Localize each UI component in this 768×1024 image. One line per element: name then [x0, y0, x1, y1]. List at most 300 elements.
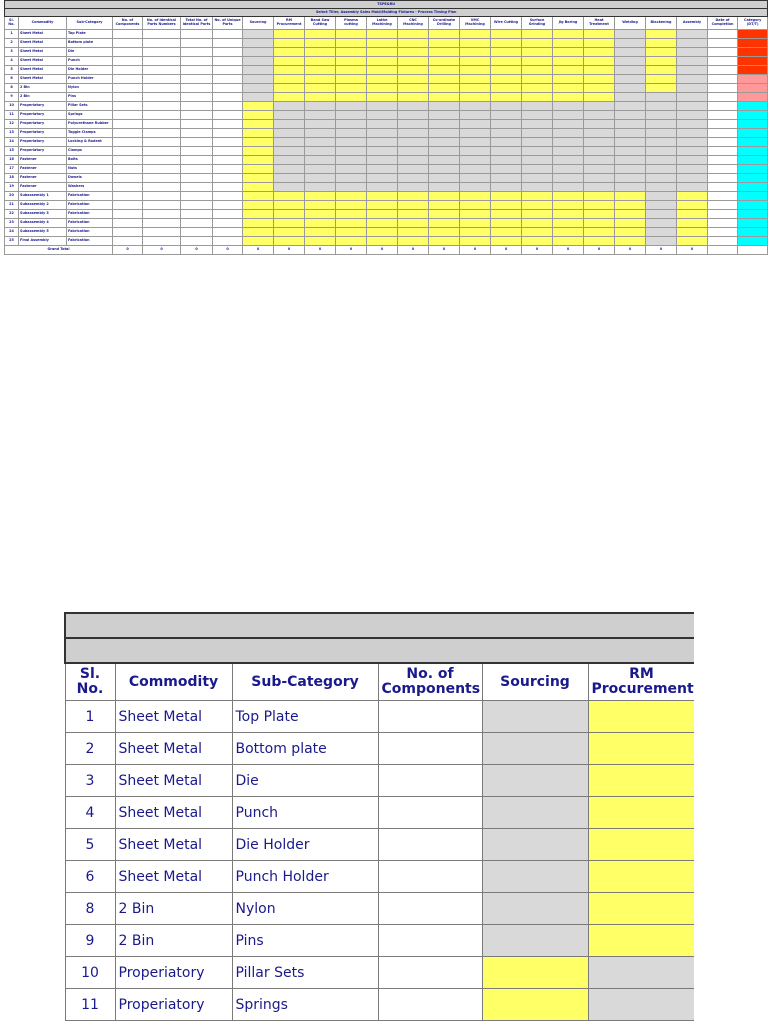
sheet-cell-sub-category: Fabrication	[67, 210, 113, 219]
sheet-cell	[553, 93, 584, 102]
sheet-cell	[738, 156, 768, 165]
sheet-cell	[143, 120, 181, 129]
sheet-cell	[738, 48, 768, 57]
grand-total-value: 0	[584, 246, 615, 255]
zoomed-cell-components	[378, 925, 482, 957]
sheet-cell	[460, 210, 491, 219]
sheet-cell	[553, 219, 584, 228]
sheet-cell	[367, 120, 398, 129]
sheet-cell	[113, 57, 143, 66]
sheet-cell	[213, 210, 243, 219]
sheet-cell-commodity: Sheet Metal	[19, 48, 67, 57]
sheet-cell	[553, 183, 584, 192]
sheet-cell	[646, 111, 677, 120]
sheet-cell	[677, 39, 708, 48]
sheet-cell	[213, 192, 243, 201]
sheet-cell	[646, 138, 677, 147]
sheet-cell	[429, 210, 460, 219]
sheet-cell	[491, 48, 522, 57]
sheet-cell	[367, 66, 398, 75]
zoomed-cell-commodity: Sheet Metal	[115, 861, 232, 893]
sheet-cell	[553, 174, 584, 183]
sheet-cell	[429, 39, 460, 48]
sheet-cell	[460, 237, 491, 246]
sheet-cell	[615, 174, 646, 183]
zoomed-row	[65, 957, 694, 989]
sheet-cell	[143, 30, 181, 39]
sheet-cell	[398, 219, 429, 228]
sheet-cell	[143, 183, 181, 192]
sheet-row	[5, 138, 768, 147]
sheet-cell	[367, 237, 398, 246]
sheet-cell-sub-category: Springs	[67, 111, 113, 120]
sheet-cell	[646, 228, 677, 237]
sheet-cell	[677, 165, 708, 174]
sheet-cell	[615, 120, 646, 129]
grand-total-value: 0	[615, 246, 646, 255]
sheet-cell	[398, 111, 429, 120]
sheet-cell	[243, 210, 274, 219]
sheet-row	[5, 48, 768, 57]
sheet-cell	[181, 156, 213, 165]
sheet-cell	[677, 138, 708, 147]
sheet-cell	[677, 111, 708, 120]
sheet-cell	[708, 219, 738, 228]
sheet-cell	[243, 174, 274, 183]
sheet-cell	[243, 93, 274, 102]
sheet-cell	[367, 93, 398, 102]
sheet-cell	[367, 84, 398, 93]
sheet-cell	[738, 147, 768, 156]
sheet-cell-sub-category: Fabrication	[67, 192, 113, 201]
sheet-cell	[336, 228, 367, 237]
zoomed-cell-sub-category: Nylon	[232, 893, 378, 925]
sheet-cell	[398, 201, 429, 210]
sheet-cell-sl: 3	[5, 48, 19, 57]
sheet-cell	[143, 48, 181, 57]
sheet-cell	[336, 183, 367, 192]
sheet-cell	[398, 39, 429, 48]
zoomed-cell-sl: 1	[65, 701, 115, 733]
sheet-cell	[113, 210, 143, 219]
sheet-cell	[143, 156, 181, 165]
sheet-cell	[491, 93, 522, 102]
sheet-row	[5, 201, 768, 210]
sheet-cell	[243, 66, 274, 75]
sheet-cell	[553, 30, 584, 39]
zoomed-cell-commodity: Sheet Metal	[115, 733, 232, 765]
sheet-cell	[646, 93, 677, 102]
sheet-cell-sub-category: Nylon	[67, 84, 113, 93]
sheet-cell	[143, 39, 181, 48]
sheet-row	[5, 57, 768, 66]
zoomed-row	[65, 861, 694, 893]
sheet-cell	[522, 192, 553, 201]
sheet-cell	[615, 102, 646, 111]
sheet-cell	[113, 93, 143, 102]
sheet-header-cell: Sub-Category	[67, 17, 113, 30]
sheet-row	[5, 93, 768, 102]
sheet-cell	[460, 84, 491, 93]
sheet-cell-sub-category: Die	[67, 48, 113, 57]
sheet-cell	[143, 192, 181, 201]
sheet-header-cell: Band Saw Cutting	[305, 17, 336, 30]
sheet-cell	[398, 66, 429, 75]
sheet-cell	[677, 147, 708, 156]
sheet-cell	[522, 228, 553, 237]
sheet-cell-sl: 17	[5, 165, 19, 174]
sheet-cell	[429, 84, 460, 93]
sheet-cell	[429, 192, 460, 201]
sheet-cell	[584, 147, 615, 156]
sheet-cell	[336, 192, 367, 201]
sheet-cell-commodity: Fastener	[19, 156, 67, 165]
zoomed-row	[65, 829, 694, 861]
sheet-cell	[646, 30, 677, 39]
sheet-cell	[305, 129, 336, 138]
sheet-cell	[181, 183, 213, 192]
sheet-cell	[677, 174, 708, 183]
sheet-cell	[367, 39, 398, 48]
sheet-cell	[336, 48, 367, 57]
grand-total-value: 0	[305, 246, 336, 255]
sheet-cell	[305, 111, 336, 120]
sheet-cell	[491, 75, 522, 84]
sheet-cell-commodity: Subassembly 2	[19, 201, 67, 210]
sheet-cell	[491, 201, 522, 210]
sheet-cell	[491, 30, 522, 39]
sheet-cell-sl: 24	[5, 228, 19, 237]
sheet-cell	[367, 129, 398, 138]
sheet-cell	[522, 210, 553, 219]
zoomed-cell-components	[378, 829, 482, 861]
sheet-cell	[143, 129, 181, 138]
sheet-cell	[522, 120, 553, 129]
sheet-cell	[522, 93, 553, 102]
sheet-cell-sub-category: Fabrication	[67, 228, 113, 237]
sheet-header-cell: CNC Machining	[398, 17, 429, 30]
sheet-cell	[460, 66, 491, 75]
sheet-cell-sl: 16	[5, 156, 19, 165]
sheet-cell	[460, 165, 491, 174]
sheet-cell	[677, 210, 708, 219]
sheet-cell	[398, 165, 429, 174]
sheet-cell	[181, 147, 213, 156]
sheet-cell	[367, 183, 398, 192]
sheet-cell	[460, 93, 491, 102]
sheet-cell	[708, 138, 738, 147]
sheet-cell	[646, 165, 677, 174]
sheet-cell	[367, 201, 398, 210]
sheet-cell	[553, 237, 584, 246]
zoomed-cell-rm-procurement	[588, 925, 694, 957]
sheet-cell	[305, 165, 336, 174]
sheet-cell	[584, 138, 615, 147]
sheet-cell	[274, 201, 305, 210]
sheet-cell	[615, 129, 646, 138]
sheet-cell	[243, 57, 274, 66]
sheet-cell	[584, 84, 615, 93]
sheet-cell	[708, 39, 738, 48]
sheet-cell-commodity: Subassembly 1	[19, 192, 67, 201]
sheet-cell	[708, 228, 738, 237]
sheet-cell	[336, 201, 367, 210]
sheet-cell	[113, 192, 143, 201]
sheet-cell	[460, 219, 491, 228]
sheet-row	[5, 183, 768, 192]
sheet-cell	[113, 201, 143, 210]
sheet-cell	[181, 192, 213, 201]
sheet-cell-commodity: Properiatory	[19, 147, 67, 156]
sheet-cell	[181, 210, 213, 219]
sheet-cell	[143, 102, 181, 111]
sheet-cell	[646, 57, 677, 66]
zoomed-cell-components	[378, 797, 482, 829]
sheet-cell	[213, 183, 243, 192]
zoomed-cell-sourcing	[482, 989, 588, 1021]
zoomed-cell-commodity: Sheet Metal	[115, 701, 232, 733]
sheet-cell	[677, 75, 708, 84]
sheet-cell	[460, 138, 491, 147]
zoomed-cell-sl: 3	[65, 765, 115, 797]
sheet-cell-sl: 9	[5, 93, 19, 102]
sheet-cell	[336, 129, 367, 138]
sheet-cell	[522, 57, 553, 66]
sheet-cell	[429, 219, 460, 228]
sheet-cell	[143, 165, 181, 174]
sheet-cell	[584, 183, 615, 192]
sheet-header-cell: No. of Identical Parts Numbers	[143, 17, 181, 30]
sheet-cell	[584, 192, 615, 201]
sheet-cell	[243, 111, 274, 120]
sheet-cell	[274, 66, 305, 75]
sheet-cell	[677, 102, 708, 111]
zoomed-cell-sourcing	[482, 765, 588, 797]
sheet-cell	[274, 237, 305, 246]
sheet-cell	[367, 165, 398, 174]
sheet-cell	[243, 228, 274, 237]
sheet-cell	[677, 237, 708, 246]
sheet-cell-sl: 12	[5, 120, 19, 129]
zoomed-cell-sourcing	[482, 797, 588, 829]
sheet-cell-commodity: Subassembly 3	[19, 210, 67, 219]
sheet-cell	[646, 201, 677, 210]
sheet-cell	[491, 39, 522, 48]
sheet-cell	[708, 111, 738, 120]
sheet-cell	[243, 156, 274, 165]
sheet-cell	[367, 228, 398, 237]
sheet-row	[5, 102, 768, 111]
sheet-cell	[367, 219, 398, 228]
sheet-cell-sl: 11	[5, 111, 19, 120]
sheet-cell-sub-category: Bolts	[67, 156, 113, 165]
sheet-cell	[708, 165, 738, 174]
sheet-title: TSPE&RU	[5, 1, 768, 9]
sheet-cell	[213, 201, 243, 210]
sheet-cell	[305, 183, 336, 192]
sheet-cell	[305, 210, 336, 219]
sheet-cell	[243, 201, 274, 210]
sheet-cell	[181, 111, 213, 120]
zoomed-cell-sl: 6	[65, 861, 115, 893]
sheet-cell	[243, 120, 274, 129]
sheet-cell	[429, 111, 460, 120]
sheet-cell	[553, 111, 584, 120]
sheet-cell	[398, 156, 429, 165]
sheet-cell	[113, 237, 143, 246]
sheet-cell-sub-category: Toggle Clamps	[67, 129, 113, 138]
sheet-cell	[305, 39, 336, 48]
sheet-cell	[708, 48, 738, 57]
sheet-cell	[213, 237, 243, 246]
sheet-cell	[491, 237, 522, 246]
sheet-cell-commodity: Properiatory	[19, 138, 67, 147]
sheet-cell-commodity: 2 Bin	[19, 93, 67, 102]
sheet-row	[5, 219, 768, 228]
grand-total-value: 0	[213, 246, 243, 255]
sheet-cell	[181, 174, 213, 183]
zoomed-cell-sl: 2	[65, 733, 115, 765]
sheet-cell	[274, 30, 305, 39]
sheet-header-cell: RM Procurement	[274, 17, 305, 30]
sheet-cell	[584, 111, 615, 120]
sheet-cell	[113, 156, 143, 165]
sheet-cell	[677, 93, 708, 102]
sheet-cell	[274, 111, 305, 120]
zoomed-cell-components	[378, 989, 482, 1021]
sheet-cell	[522, 219, 553, 228]
sheet-cell-commodity: Sheet Metal	[19, 30, 67, 39]
sheet-cell	[646, 129, 677, 138]
sheet-cell	[305, 120, 336, 129]
sheet-cell	[738, 111, 768, 120]
sheet-cell	[491, 183, 522, 192]
sheet-row	[5, 84, 768, 93]
sheet-cell	[429, 57, 460, 66]
sheet-cell	[615, 111, 646, 120]
sheet-cell	[398, 30, 429, 39]
sheet-row	[5, 210, 768, 219]
sheet-cell	[584, 174, 615, 183]
sheet-cell	[646, 102, 677, 111]
zoomed-row	[65, 765, 694, 797]
sheet-cell	[460, 30, 491, 39]
sheet-cell	[367, 75, 398, 84]
sheet-cell	[243, 192, 274, 201]
zoomed-cell-sl: 8	[65, 893, 115, 925]
sheet-cell	[113, 30, 143, 39]
sheet-cell	[738, 192, 768, 201]
sheet-cell	[491, 219, 522, 228]
sheet-cell	[113, 75, 143, 84]
sheet-cell	[113, 48, 143, 57]
sheet-cell	[336, 174, 367, 183]
zoomed-header-row	[65, 663, 694, 701]
sheet-cell	[429, 75, 460, 84]
sheet-cell	[738, 228, 768, 237]
subtitle-band	[65, 638, 694, 663]
sheet-cell	[398, 174, 429, 183]
sheet-cell-sl: 20	[5, 192, 19, 201]
sheet-cell	[553, 48, 584, 57]
sheet-cell	[113, 147, 143, 156]
sheet-cell	[336, 237, 367, 246]
sheet-cell	[367, 192, 398, 201]
grand-total-value: 0	[429, 246, 460, 255]
sheet-header-cell: Wire Cutting	[491, 17, 522, 30]
sheet-cell	[143, 57, 181, 66]
sheet-cell	[460, 48, 491, 57]
sheet-cell	[429, 237, 460, 246]
sheet-cell	[491, 111, 522, 120]
sheet-cell	[274, 183, 305, 192]
sheet-cell	[615, 210, 646, 219]
sheet-cell	[243, 102, 274, 111]
zoomed-cell-rm-procurement	[588, 893, 694, 925]
header-sourcing: Sourcing	[482, 663, 588, 701]
sheet-header-cell: Plasma cutting	[336, 17, 367, 30]
sheet-cell	[491, 57, 522, 66]
sheet-cell-commodity: Fastener	[19, 174, 67, 183]
sheet-row	[5, 174, 768, 183]
sheet-cell	[646, 66, 677, 75]
sheet-cell	[553, 138, 584, 147]
zoomed-cell-sourcing	[482, 957, 588, 989]
sheet-cell-sub-category: Pillar Sets	[67, 102, 113, 111]
sheet-cell	[243, 84, 274, 93]
sheet-header-cell: No. of Unique Parts	[213, 17, 243, 30]
sheet-cell	[615, 75, 646, 84]
sheet-subtitle: Select Tiller, Assembly Sales Mold/Molding Fixtures - Process Timing Plan	[5, 9, 768, 17]
zoomed-row	[65, 797, 694, 829]
sheet-cell-sl: 5	[5, 66, 19, 75]
sheet-cell	[181, 219, 213, 228]
sheet-cell	[429, 183, 460, 192]
sheet-cell	[522, 201, 553, 210]
sheet-cell	[213, 39, 243, 48]
sheet-cell	[708, 237, 738, 246]
grand-total-value: 0	[646, 246, 677, 255]
sheet-cell	[213, 174, 243, 183]
sheet-cell	[646, 183, 677, 192]
zoomed-cell-sl: 10	[65, 957, 115, 989]
sheet-cell	[522, 138, 553, 147]
zoomed-cell-commodity: Sheet Metal	[115, 765, 232, 797]
header-sl-no: Sl. No.	[65, 663, 115, 701]
sheet-cell-sub-category: Bottom plate	[67, 39, 113, 48]
sheet-cell	[553, 57, 584, 66]
zoomed-cell-sl: 5	[65, 829, 115, 861]
zoomed-cell-components	[378, 733, 482, 765]
sheet-cell	[274, 219, 305, 228]
sheet-cell	[398, 192, 429, 201]
sheet-cell	[367, 138, 398, 147]
sheet-cell	[584, 93, 615, 102]
sheet-header-cell: Assembly	[677, 17, 708, 30]
sheet-cell	[584, 39, 615, 48]
sheet-cell	[181, 57, 213, 66]
zoomed-cell-commodity: Properiatory	[115, 989, 232, 1021]
header-commodity: Commodity	[115, 663, 232, 701]
sheet-cell	[738, 174, 768, 183]
sheet-cell	[213, 93, 243, 102]
sheet-cell	[113, 120, 143, 129]
sheet-cell	[429, 147, 460, 156]
sheet-cell	[677, 219, 708, 228]
sheet-cell	[738, 57, 768, 66]
sheet-cell	[398, 84, 429, 93]
sheet-cell	[522, 129, 553, 138]
